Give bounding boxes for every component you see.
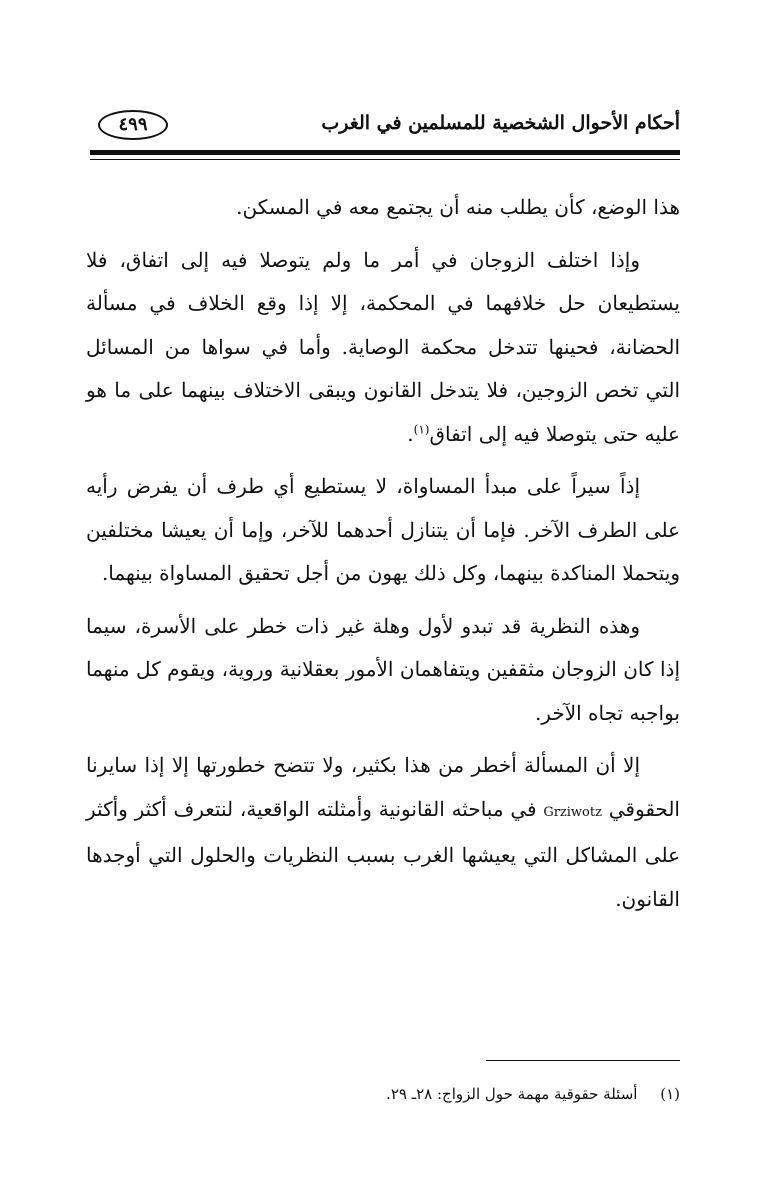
latin-name: Grziwotz <box>543 804 602 820</box>
paragraph-5-part-a: إلا أن المسألة أخطر من هذا بكثير، ولا تتضح خطورتها إلا إذا سايرنا الحقوقي <box>86 753 680 821</box>
paragraph-2 <box>86 239 680 457</box>
footnote-rule <box>486 1060 680 1061</box>
footnote-marker: (١) <box>660 1085 680 1103</box>
paragraph-3: إذاً سيراً على مبدأ المساواة، لا يستطيع أي طرف أن يفرض رأيه على الطرف الآخر. فإما أن يتنازل أحدهما للآخر، وإما أن يعيشا مختلفين ويتحملا المناكدة بينهما، وكل ذلك يهون من أجل تحقيق المساواة بينهما. <box>86 474 680 585</box>
paragraph-5 <box>86 744 680 921</box>
paragraph-2-text: وإذا اختلف الزوجان في أمر ما ولم يتوصلا فيه إلى اتفاق، فلا يستطيعان حل خلافهما في المحكمة، إلا إذا وقع الخلاف في مسألة الحضانة، فحينها تتدخل محكمة الوصاية. وأما في سواها من المسائل التي تخص الزوجين، فلا يتدخل القانون ويبقى الاختلاف بينهما على ما هو عليه حتى يتوصلا فيه إلى اتفاق <box>86 247 680 446</box>
header-rule-thick <box>90 150 680 155</box>
footnote-text: أسئلة حقوقية مهمة حول الزواج: ٢٨ـ ٢٩. <box>386 1085 638 1103</box>
paragraph-4: وهذه النظرية قد تبدو لأول وهلة غير ذات خطر على الأسرة، سيما إذا كان الزوجان مثقفين ويتفاهمان الأمور بعقلانية وروية، ويقوم كل منهما بواجبه تجاه الآخر. <box>86 613 680 725</box>
body-text <box>86 186 680 930</box>
footnote <box>86 1082 680 1106</box>
footnote-reference[interactable]: (١) <box>413 421 430 436</box>
paragraph-5-part-b: في مباحثه القانونية وأمثلته الواقعية، لنتعرف أكثر وأكثر على المشاكل التي يعيشها الغرب بسبب النظريات والحلول التي أوجدها القانون. <box>86 796 680 911</box>
paragraph-2-end: . <box>407 421 414 446</box>
running-title: أحكام الأحوال الشخصية للمسلمين في الغرب <box>321 112 680 134</box>
paragraph-1: هذا الوضع، كأن يطلب منه أن يجتمع معه في المسكن. <box>236 195 680 219</box>
header-rule-thin <box>90 159 680 160</box>
page-header <box>90 108 680 144</box>
page-number: ٤٩٩ <box>98 110 168 140</box>
